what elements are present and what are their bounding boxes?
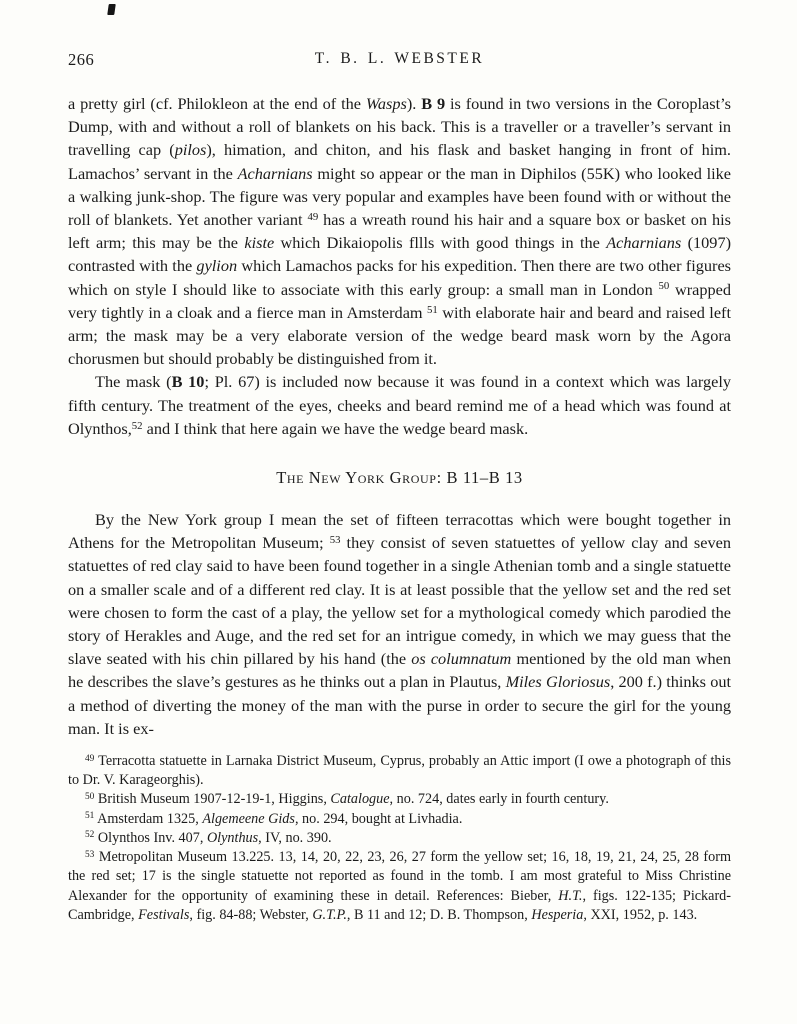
text-run: H.T. bbox=[558, 887, 583, 904]
text-run: , XXI, 1952, p. 143. bbox=[583, 906, 698, 923]
text-run: Terracotta statuette in Larnaka District Museum, Cyprus, probably an Attic import (I owe a photograph of this to Dr. V. Karageorghis). bbox=[68, 753, 731, 789]
text-run: , IV, no. 390. bbox=[258, 829, 332, 846]
footnote-49 bbox=[68, 752, 731, 790]
text-run: B 9 bbox=[421, 94, 446, 113]
page-content bbox=[68, 50, 731, 925]
text-run: might so appear or the man in Diphilos (55K) who looked like a walking junk-shop. The figure was very popular and examples have been found with or without the roll of blankets. Yet another variant bbox=[68, 163, 731, 230]
scan-artifact bbox=[107, 4, 116, 15]
footnote-ref: 51 bbox=[427, 303, 438, 316]
text-run: The mask ( bbox=[95, 372, 172, 392]
text-run: By the New York group I mean the set of fifteen terracottas which were bought together in Athens for the Metropolitan Museum; bbox=[68, 510, 731, 553]
footnote-52 bbox=[68, 829, 731, 848]
footnote-53 bbox=[68, 848, 731, 925]
text-run: , fig. 84-88; Webster, bbox=[189, 906, 313, 923]
running-head bbox=[68, 50, 731, 72]
text-run: , no. 294, bought at Livhadia. bbox=[294, 810, 463, 827]
text-run: Amsterdam 1325, bbox=[94, 810, 203, 827]
footnote-ref: 52 bbox=[131, 419, 143, 432]
paragraph-b9 bbox=[68, 92, 731, 370]
text-run: G.T.P. bbox=[312, 906, 347, 923]
text-run: Hesperia bbox=[531, 906, 584, 923]
footnote-ref: 50 bbox=[85, 792, 95, 802]
page-number: 266 bbox=[68, 50, 95, 69]
text-run: mentioned by the old man when he describes the slave’s gestures as he thinks out a plan in Plautus, bbox=[68, 649, 732, 692]
text-run: gylion bbox=[196, 256, 238, 276]
text-run: kiste bbox=[244, 233, 275, 253]
text-run: Miles Gloriosus bbox=[505, 672, 611, 692]
footnote-51 bbox=[68, 810, 731, 829]
paragraph-new-york-group bbox=[68, 508, 731, 740]
text-run: has a wreath round his hair and a square box or basket on his left arm; this may be the bbox=[68, 210, 732, 253]
text-run: , 200 f.) thinks out a method of diverting the money of the man with the purse in order to secure the girl for the young man. It is ex- bbox=[68, 672, 732, 738]
footnote-50 bbox=[68, 790, 731, 809]
text-run: and I think that here again we have the wedge beard mask. bbox=[142, 418, 529, 438]
footnote-ref: 50 bbox=[658, 280, 670, 293]
text-run: , B 11 and 12; D. B. Thompson, bbox=[346, 906, 532, 923]
text-run: with elaborate hair and beard and raised left arm; the mask may be a very elaborate version of the wedge beard mask worn by the Agora chorusmen but should probably be distinguished from it. bbox=[68, 302, 731, 369]
text-run: is found in two versions in the Coroplast’s Dump, with and without a roll of blankets on his back. This is a traveller or a traveller’s servant in travelling cap ( bbox=[68, 94, 732, 160]
footnote-ref: 53 bbox=[85, 849, 95, 860]
text-run: B 10 bbox=[171, 372, 205, 392]
footnotes bbox=[68, 752, 731, 925]
text-run: Acharnians bbox=[237, 163, 313, 183]
text-run: Metropolitan Museum 13.225. 13, 14, 20, 22, 23, 26, 27 form the yellow set; 16, 18, 19, 21, 24, 25, 28 form the red set; 17 is the single statuette not reported as found in the tomb. I am most grateful to Miss Christine Alexander for the opportunity of examining these in detail. References: Bieber, bbox=[68, 849, 731, 904]
paragraph-b10 bbox=[68, 370, 731, 440]
text-run: ). bbox=[406, 94, 422, 113]
text-run: ; Pl. 67) is included now because it was found in a context which was largely fifth century. The treatment of the eyes, cheeks and beard remind me of a head which was found at Olynthos, bbox=[68, 372, 731, 438]
text-run: Acharnians bbox=[606, 233, 682, 253]
text-run: Festivals bbox=[138, 906, 190, 923]
text-run: a pretty girl (cf. Philokleon at the end of the bbox=[68, 94, 366, 113]
text-run: Catalogue bbox=[330, 791, 390, 808]
text-run: (1097) contrasted with the bbox=[68, 233, 732, 276]
text-run: Olynthos Inv. 407, bbox=[94, 829, 207, 846]
text-run: Wasps bbox=[365, 94, 407, 113]
text-run: pilos bbox=[174, 140, 207, 160]
text-run: they consist of seven statuettes of yellow clay and seven statuettes of red clay said to have been found together in a single Athenian tomb and a single statuette on a smaller scale and of a different red clay. It is at least possible that the yellow set and the red set were chosen to form the cast of a play, the yellow set for a mythological comedy which parodied the story of Herakles and Auge, and the red set for an intrigue comedy, in which we may guess that the slave seated with his chin pillared by his hand (the bbox=[68, 533, 731, 669]
text-run: which Lamachos packs for his expedition. Then there are two other figures which on style I should like to associate with this early group: a small man in London bbox=[68, 256, 732, 299]
footnote-ref: 53 bbox=[329, 534, 341, 547]
footnote-ref: 51 bbox=[85, 811, 95, 822]
footnote-ref: 49 bbox=[85, 753, 95, 764]
footnote-ref: 49 bbox=[307, 210, 319, 223]
footnote-ref: 52 bbox=[85, 830, 95, 841]
text-run: ), himation, and chiton, and his flask and basket hanging in front of him. Lamachos’ servant in the bbox=[68, 140, 731, 183]
running-head-title: T. B. L. WEBSTER bbox=[314, 50, 485, 67]
text-run: wrapped very tightly in a cloak and a fierce man in Amsterdam bbox=[68, 279, 732, 322]
text-run: , figs. 122-135; Pickard-Cambridge, bbox=[68, 887, 731, 923]
text-run: which Dikaiopolis fllls with good things in the bbox=[274, 233, 607, 253]
text-run: Algemeene Gids bbox=[202, 810, 295, 827]
text-run: os columnatum bbox=[411, 649, 512, 669]
text-run: , no. 724, dates early in fourth century. bbox=[389, 791, 609, 808]
section-heading: The New York Group: B 11–B 13 bbox=[276, 468, 523, 488]
text-run: British Museum 1907-12-19-1, Higgins, bbox=[94, 791, 331, 808]
text-run: Olynthus bbox=[206, 829, 259, 846]
